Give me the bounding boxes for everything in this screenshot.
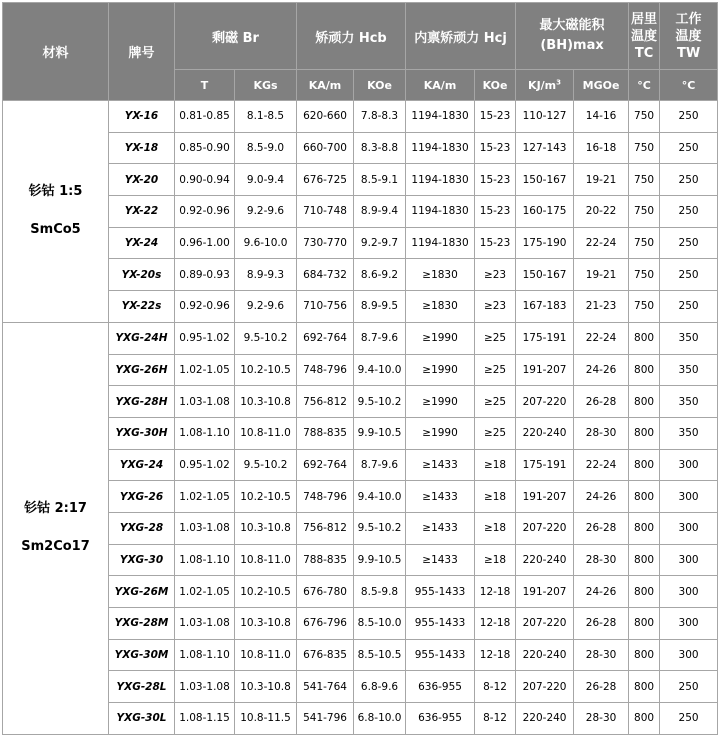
hcb-kam-cell: 541-796 [297, 703, 354, 735]
tc-cell: 750 [629, 291, 660, 323]
bh-kj-cell: 220-240 [516, 417, 574, 449]
material-cell [3, 322, 109, 734]
bh-mgoe-cell: 28-30 [574, 703, 629, 735]
unit-br-t: T [175, 70, 235, 101]
grade-cell: YX-16 [109, 101, 175, 133]
br-t-cell: 0.95-1.02 [175, 449, 235, 481]
hcj-kam-cell: ≥1433 [406, 481, 475, 513]
header-hcj: 内禀矫顽力 Hcj [406, 3, 516, 70]
hcj-kam-cell: ≥1433 [406, 449, 475, 481]
bh-kj-cell: 220-240 [516, 703, 574, 735]
hcj-koe-cell: ≥18 [475, 481, 516, 513]
hcb-kam-cell: 692-764 [297, 322, 354, 354]
hcj-koe-cell: 8-12 [475, 703, 516, 735]
tw-cell: 350 [660, 322, 718, 354]
bh-mgoe-cell: 26-28 [574, 671, 629, 703]
hcb-koe-cell: 6.8-10.0 [354, 703, 406, 735]
tw-cell: 300 [660, 544, 718, 576]
br-kgs-cell: 10.3-10.8 [235, 671, 297, 703]
hcj-kam-cell: ≥1990 [406, 354, 475, 386]
hcb-koe-cell: 9.5-10.2 [354, 386, 406, 418]
br-t-cell: 1.03-1.08 [175, 608, 235, 640]
tc-cell: 750 [629, 227, 660, 259]
table-row [3, 386, 718, 418]
hcj-kam-cell: 955-1433 [406, 608, 475, 640]
bh-kj-cell: 207-220 [516, 512, 574, 544]
table-row [3, 512, 718, 544]
br-kgs-cell: 10.3-10.8 [235, 608, 297, 640]
material-formula: SmCo5 [30, 222, 81, 238]
table-row [3, 291, 718, 323]
br-t-cell: 1.02-1.05 [175, 481, 235, 513]
hcj-kam-cell: 955-1433 [406, 639, 475, 671]
bh-kj-cell: 175-191 [516, 322, 574, 354]
hcj-kam-cell: 1194-1830 [406, 164, 475, 196]
br-t-cell: 0.96-1.00 [175, 227, 235, 259]
hcj-kam-cell: ≥1830 [406, 259, 475, 291]
tw-cell: 300 [660, 639, 718, 671]
unit-br-kgs: KGs [235, 70, 297, 101]
grade-cell: YX-18 [109, 132, 175, 164]
bh-kj-cell: 191-207 [516, 481, 574, 513]
hcj-kam-cell: 636-955 [406, 703, 475, 735]
hcb-koe-cell: 7.8-8.3 [354, 101, 406, 133]
hcb-kam-cell: 788-835 [297, 417, 354, 449]
hcb-kam-cell: 748-796 [297, 354, 354, 386]
header-row-main [3, 3, 718, 70]
bh-kj-cell: 160-175 [516, 196, 574, 228]
material-name: 钐钴 2:17 [24, 501, 87, 517]
hcb-kam-cell: 756-812 [297, 386, 354, 418]
br-kgs-cell: 9.0-9.4 [235, 164, 297, 196]
tw-cell: 300 [660, 576, 718, 608]
br-kgs-cell: 10.2-10.5 [235, 576, 297, 608]
tw-cell: 250 [660, 101, 718, 133]
tc-cell: 800 [629, 671, 660, 703]
grade-cell: YXG-24 [109, 449, 175, 481]
hcj-kam-cell: 1194-1830 [406, 227, 475, 259]
hcj-koe-cell: ≥23 [475, 291, 516, 323]
br-t-cell: 1.03-1.08 [175, 671, 235, 703]
grade-cell: YXG-28 [109, 512, 175, 544]
tw-cell: 250 [660, 259, 718, 291]
hcj-koe-cell: 15-23 [475, 227, 516, 259]
br-t-cell: 0.89-0.93 [175, 259, 235, 291]
bh-mgoe-cell: 24-26 [574, 481, 629, 513]
tc-cell: 800 [629, 608, 660, 640]
unit-tc: °C [629, 70, 660, 101]
grade-cell: YXG-28L [109, 671, 175, 703]
hcb-kam-cell: 684-732 [297, 259, 354, 291]
unit-tw: °C [660, 70, 718, 101]
hcb-kam-cell: 660-700 [297, 132, 354, 164]
br-kgs-cell: 9.5-10.2 [235, 449, 297, 481]
br-kgs-cell: 10.2-10.5 [235, 354, 297, 386]
tw-cell: 250 [660, 671, 718, 703]
header-grade: 牌号 [109, 3, 175, 101]
bh-mgoe-cell: 24-26 [574, 576, 629, 608]
grade-cell: YXG-30 [109, 544, 175, 576]
hcj-kam-cell: ≥1990 [406, 322, 475, 354]
material-spacer [3, 519, 108, 537]
tc-cell: 800 [629, 322, 660, 354]
grade-cell: YXG-26 [109, 481, 175, 513]
tc-cell: 800 [629, 386, 660, 418]
table-row [3, 417, 718, 449]
bh-mgoe-cell: 28-30 [574, 417, 629, 449]
hcb-kam-cell: 541-764 [297, 671, 354, 703]
hcb-kam-cell: 748-796 [297, 481, 354, 513]
hcj-koe-cell: ≥18 [475, 512, 516, 544]
hcj-koe-cell: ≥18 [475, 544, 516, 576]
bh-mgoe-cell: 26-28 [574, 608, 629, 640]
hcj-kam-cell: 955-1433 [406, 576, 475, 608]
br-t-cell: 0.81-0.85 [175, 101, 235, 133]
tw-cell: 300 [660, 512, 718, 544]
grade-cell: YXG-30M [109, 639, 175, 671]
header-bhmax [516, 3, 629, 70]
grade-cell: YX-20s [109, 259, 175, 291]
table-row [3, 132, 718, 164]
br-t-cell: 1.08-1.10 [175, 639, 235, 671]
br-kgs-cell: 9.2-9.6 [235, 196, 297, 228]
tw-cell: 350 [660, 386, 718, 418]
hcj-kam-cell: 1194-1830 [406, 196, 475, 228]
br-t-cell: 1.08-1.10 [175, 544, 235, 576]
tc-cell: 800 [629, 481, 660, 513]
hcj-koe-cell: 12-18 [475, 576, 516, 608]
br-kgs-cell: 10.3-10.8 [235, 386, 297, 418]
tc-cell: 750 [629, 196, 660, 228]
table-row [3, 449, 718, 481]
table-row [3, 227, 718, 259]
spec-sheet [2, 2, 717, 740]
table-row [3, 164, 718, 196]
tc-cell: 800 [629, 703, 660, 735]
tc-cell: 800 [629, 576, 660, 608]
hcj-kam-cell: ≥1433 [406, 512, 475, 544]
bh-kj-cell: 150-167 [516, 259, 574, 291]
header-material: 材料 [3, 3, 109, 101]
hcb-koe-cell: 9.5-10.2 [354, 512, 406, 544]
unit-hcb-kam: KA/m [297, 70, 354, 101]
bh-kj-cell: 207-220 [516, 386, 574, 418]
header-tc-line3: TC [634, 45, 654, 61]
table-row [3, 196, 718, 228]
tw-cell: 250 [660, 703, 718, 735]
hcb-kam-cell: 676-796 [297, 608, 354, 640]
bh-mgoe-cell: 19-21 [574, 164, 629, 196]
hcj-koe-cell: ≥25 [475, 354, 516, 386]
tw-cell: 250 [660, 164, 718, 196]
tw-cell: 250 [660, 227, 718, 259]
hcb-kam-cell: 710-748 [297, 196, 354, 228]
header-hcb: 矫顽力 Hcb [297, 3, 406, 70]
material-spacer [3, 202, 108, 220]
tc-cell: 750 [629, 101, 660, 133]
hcb-koe-cell: 8.9-9.5 [354, 291, 406, 323]
bh-kj-cell: 220-240 [516, 639, 574, 671]
bh-kj-cell: 175-191 [516, 449, 574, 481]
tw-cell: 350 [660, 417, 718, 449]
hcb-kam-cell: 692-764 [297, 449, 354, 481]
hcj-koe-cell: 15-23 [475, 132, 516, 164]
table-row [3, 576, 718, 608]
table-row [3, 671, 718, 703]
bh-mgoe-cell: 24-26 [574, 354, 629, 386]
grade-cell: YXG-28H [109, 386, 175, 418]
header-bhmax-line1: 最大磁能积 [539, 18, 605, 33]
bh-kj-cell: 220-240 [516, 544, 574, 576]
tw-cell: 250 [660, 291, 718, 323]
unit-hcj-koe: KOe [475, 70, 516, 101]
hcb-kam-cell: 756-812 [297, 512, 354, 544]
bh-kj-cell: 191-207 [516, 576, 574, 608]
br-t-cell: 1.08-1.15 [175, 703, 235, 735]
hcb-koe-cell: 8.7-9.6 [354, 449, 406, 481]
hcj-koe-cell: 12-18 [475, 608, 516, 640]
hcb-koe-cell: 8.5-10.0 [354, 608, 406, 640]
hcb-koe-cell: 8.3-8.8 [354, 132, 406, 164]
table-row [3, 544, 718, 576]
hcj-kam-cell: ≥1990 [406, 417, 475, 449]
tw-cell: 300 [660, 449, 718, 481]
tc-cell: 750 [629, 132, 660, 164]
bh-mgoe-cell: 22-24 [574, 227, 629, 259]
br-kgs-cell: 10.2-10.5 [235, 481, 297, 513]
unit-hcj-kam: KA/m [406, 70, 475, 101]
header-bhmax-line2: (BH)max [540, 38, 604, 53]
hcb-kam-cell: 676-725 [297, 164, 354, 196]
grade-cell: YXG-26H [109, 354, 175, 386]
unit-bh-kj-base: KJ/m [528, 78, 557, 92]
bh-mgoe-cell: 28-30 [574, 544, 629, 576]
material-cell [3, 101, 109, 323]
hcj-kam-cell: 1194-1830 [406, 101, 475, 133]
br-kgs-cell: 10.8-11.0 [235, 544, 297, 576]
tc-cell: 800 [629, 354, 660, 386]
br-kgs-cell: 8.9-9.3 [235, 259, 297, 291]
br-kgs-cell: 9.5-10.2 [235, 322, 297, 354]
br-t-cell: 1.02-1.05 [175, 576, 235, 608]
br-kgs-cell: 10.8-11.5 [235, 703, 297, 735]
bh-kj-cell: 207-220 [516, 608, 574, 640]
br-t-cell: 0.85-0.90 [175, 132, 235, 164]
unit-bh-kj [516, 70, 574, 101]
table-row [3, 322, 718, 354]
tw-cell: 350 [660, 354, 718, 386]
tw-cell: 250 [660, 196, 718, 228]
hcj-koe-cell: 8-12 [475, 671, 516, 703]
bh-kj-cell: 150-167 [516, 164, 574, 196]
hcb-koe-cell: 9.2-9.7 [354, 227, 406, 259]
br-kgs-cell: 10.3-10.8 [235, 512, 297, 544]
grade-cell: YXG-24H [109, 322, 175, 354]
bh-kj-cell: 191-207 [516, 354, 574, 386]
hcj-kam-cell: ≥1433 [406, 544, 475, 576]
magnet-spec-table [2, 2, 718, 735]
tw-cell: 250 [660, 132, 718, 164]
bh-mgoe-cell: 14-16 [574, 101, 629, 133]
material-formula: Sm2Co17 [21, 539, 90, 555]
grade-cell: YX-24 [109, 227, 175, 259]
grade-cell: YX-22 [109, 196, 175, 228]
tc-cell: 800 [629, 639, 660, 671]
tc-cell: 800 [629, 417, 660, 449]
header-tw [660, 3, 718, 70]
tc-cell: 750 [629, 164, 660, 196]
hcb-kam-cell: 788-835 [297, 544, 354, 576]
header-tw-line2: 温度 [675, 28, 702, 44]
hcb-koe-cell: 6.8-9.6 [354, 671, 406, 703]
hcj-kam-cell: 1194-1830 [406, 132, 475, 164]
hcb-koe-cell: 8.7-9.6 [354, 322, 406, 354]
hcj-koe-cell: ≥25 [475, 417, 516, 449]
hcj-koe-cell: 15-23 [475, 164, 516, 196]
br-kgs-cell: 8.1-8.5 [235, 101, 297, 133]
bh-mgoe-cell: 22-24 [574, 322, 629, 354]
hcb-kam-cell: 620-660 [297, 101, 354, 133]
bh-kj-cell: 167-183 [516, 291, 574, 323]
table-row [3, 639, 718, 671]
br-kgs-cell: 9.6-10.0 [235, 227, 297, 259]
hcb-koe-cell: 8.6-9.2 [354, 259, 406, 291]
header-tc [629, 3, 660, 70]
grade-cell: YXG-28M [109, 608, 175, 640]
hcj-koe-cell: ≥25 [475, 322, 516, 354]
bh-kj-cell: 127-143 [516, 132, 574, 164]
tc-cell: 800 [629, 449, 660, 481]
hcb-koe-cell: 8.5-9.1 [354, 164, 406, 196]
grade-cell: YXG-30H [109, 417, 175, 449]
bh-mgoe-cell: 26-28 [574, 512, 629, 544]
unit-bh-mgoe: MGOe [574, 70, 629, 101]
table-header [3, 3, 718, 101]
hcj-koe-cell: 15-23 [475, 101, 516, 133]
grade-cell: YXG-26M [109, 576, 175, 608]
hcb-koe-cell: 9.4-10.0 [354, 354, 406, 386]
header-tw-line3: TW [676, 45, 701, 61]
bh-mgoe-cell: 19-21 [574, 259, 629, 291]
unit-hcb-koe: KOe [354, 70, 406, 101]
hcb-kam-cell: 676-780 [297, 576, 354, 608]
br-t-cell: 0.95-1.02 [175, 322, 235, 354]
br-t-cell: 1.02-1.05 [175, 354, 235, 386]
hcb-koe-cell: 8.9-9.4 [354, 196, 406, 228]
bh-mgoe-cell: 26-28 [574, 386, 629, 418]
bh-kj-cell: 207-220 [516, 671, 574, 703]
hcb-koe-cell: 9.9-10.5 [354, 417, 406, 449]
tc-cell: 800 [629, 544, 660, 576]
table-row [3, 608, 718, 640]
hcb-koe-cell: 9.9-10.5 [354, 544, 406, 576]
hcb-kam-cell: 676-835 [297, 639, 354, 671]
table-row [3, 354, 718, 386]
bh-mgoe-cell: 28-30 [574, 639, 629, 671]
header-tc-line1: 居里 [631, 11, 658, 27]
hcb-kam-cell: 730-770 [297, 227, 354, 259]
material-name: 钐钴 1:5 [28, 184, 83, 200]
table-body [3, 101, 718, 735]
br-t-cell: 0.92-0.96 [175, 196, 235, 228]
br-t-cell: 0.92-0.96 [175, 291, 235, 323]
tc-cell: 750 [629, 259, 660, 291]
br-kgs-cell: 8.5-9.0 [235, 132, 297, 164]
br-t-cell: 0.90-0.94 [175, 164, 235, 196]
hcb-koe-cell: 8.5-10.5 [354, 639, 406, 671]
br-kgs-cell: 9.2-9.6 [235, 291, 297, 323]
hcj-kam-cell: ≥1990 [406, 386, 475, 418]
hcj-koe-cell: 12-18 [475, 639, 516, 671]
tw-cell: 300 [660, 608, 718, 640]
bh-kj-cell: 175-190 [516, 227, 574, 259]
hcb-koe-cell: 8.5-9.8 [354, 576, 406, 608]
bh-mgoe-cell: 20-22 [574, 196, 629, 228]
br-t-cell: 1.03-1.08 [175, 512, 235, 544]
table-row [3, 101, 718, 133]
tw-cell: 300 [660, 481, 718, 513]
br-kgs-cell: 10.8-11.0 [235, 639, 297, 671]
hcb-kam-cell: 710-756 [297, 291, 354, 323]
header-tw-line1: 工作 [675, 11, 702, 27]
hcj-kam-cell: ≥1830 [406, 291, 475, 323]
table-row [3, 703, 718, 735]
hcj-koe-cell: 15-23 [475, 196, 516, 228]
grade-cell: YX-22s [109, 291, 175, 323]
grade-cell: YXG-30L [109, 703, 175, 735]
hcj-koe-cell: ≥23 [475, 259, 516, 291]
header-br: 剩磁 Br [175, 3, 297, 70]
table-row [3, 481, 718, 513]
tc-cell: 800 [629, 512, 660, 544]
table-row [3, 259, 718, 291]
bh-mgoe-cell: 16-18 [574, 132, 629, 164]
br-kgs-cell: 10.8-11.0 [235, 417, 297, 449]
hcb-koe-cell: 9.4-10.0 [354, 481, 406, 513]
br-t-cell: 1.08-1.10 [175, 417, 235, 449]
hcj-koe-cell: ≥18 [475, 449, 516, 481]
bh-mgoe-cell: 22-24 [574, 449, 629, 481]
header-tc-line2: 温度 [631, 28, 658, 44]
grade-cell: YX-20 [109, 164, 175, 196]
unit-bh-kj-exponent: 3 [556, 77, 562, 86]
hcj-kam-cell: 636-955 [406, 671, 475, 703]
bh-kj-cell: 110-127 [516, 101, 574, 133]
br-t-cell: 1.03-1.08 [175, 386, 235, 418]
bh-mgoe-cell: 21-23 [574, 291, 629, 323]
hcj-koe-cell: ≥25 [475, 386, 516, 418]
